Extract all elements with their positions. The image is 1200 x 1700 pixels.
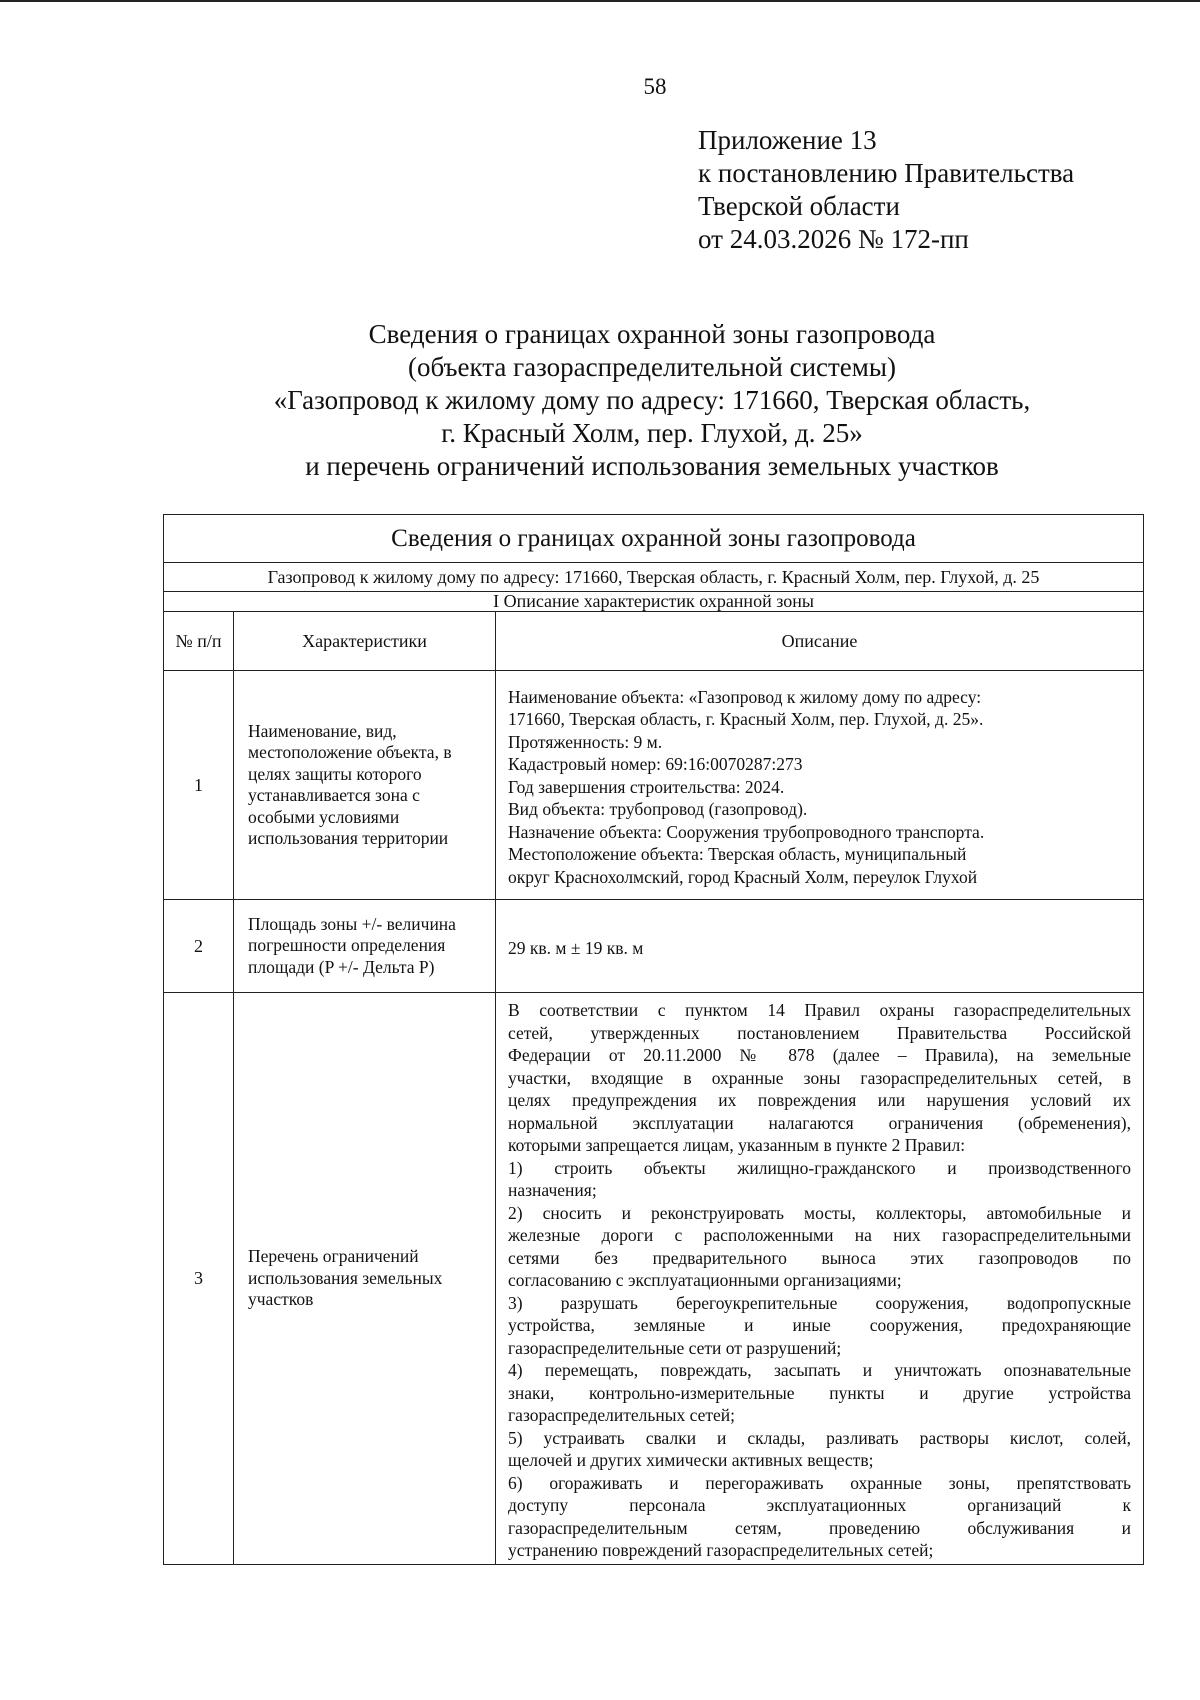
description-line: знаки, контрольно-измерительные пункты и другие устройства — [508, 1382, 1132, 1403]
description-line: согласованию с эксплуатационными организациями; — [508, 1270, 902, 1290]
column-header-number: № п/п — [164, 612, 234, 671]
description-line: целях предупреждения их повреждения или нарушения условий их — [508, 1090, 1132, 1110]
table-header-row — [164, 515, 1144, 563]
description-line: Наименование объекта: «Газопровод к жилому дому по адресу: — [508, 686, 982, 707]
description-line: 2) сносить и реконструировать мосты, коллекторы, автомобильные и — [508, 1202, 1132, 1223]
description-line: Вид объекта: трубопровод (газопровод). — [508, 799, 808, 820]
description-line: 6) огораживать и перегораживать охранные зоны, препятствовать — [508, 1472, 1132, 1493]
row-characteristic: Наименование, вид, местоположение объекта, в целях защиты которого устанавливается зона с особыми условиями использования территории — [234, 671, 496, 900]
description-line: Кадастровый номер: 69:16:0070287:273 — [508, 754, 803, 775]
table-object-header: Газопровод к жилому дому по адресу: 171660, Тверская область, г. Красный Холм, пер. Глухой, д. 25 — [164, 563, 1144, 592]
row-description — [496, 671, 1144, 900]
appendix-block — [698, 124, 1074, 256]
description-line: доступу персонала эксплуатационных организаций к — [508, 1495, 1132, 1515]
description-line: сетями без предварительного выноса этих газопроводов по — [508, 1247, 1132, 1268]
description-line: 171660, Тверская область, г. Красный Холм, пер. Глухой, д. 25». — [508, 709, 984, 730]
description-line: В соответствии с пунктом 14 Правил охраны газораспределительных — [508, 1000, 1132, 1020]
description-line: 4) перемещать, повреждать, засыпать и уничтожать опознавательные — [508, 1360, 1132, 1380]
description-line: назначения; — [508, 1180, 597, 1200]
zone-info-table — [163, 514, 1144, 1565]
table-main-header: Сведения о границах охранной зоны газопровода — [164, 515, 1144, 563]
description-line: Протяженность: 9 м. — [508, 731, 663, 752]
title-line: «Газопровод к жилому дому по адресу: 171660, Тверская область, — [273, 385, 1031, 415]
description-line: 3) разрушать берегоукрепительные сооружения, водопропускные — [508, 1292, 1132, 1313]
description-line: Назначение объекта: Сооружения трубопроводного транспорта. — [508, 821, 985, 842]
description-line: устройства, земляные и иные сооружения, предохраняющие — [508, 1315, 1132, 1335]
description-line: Федерации от 20.11.2000 № 878 (далее – Правила), на земельные — [508, 1045, 1132, 1065]
table-row — [164, 993, 1144, 1565]
table-header-row — [164, 592, 1144, 612]
page-top-border — [0, 0, 1200, 2]
table-row — [164, 900, 1144, 993]
row-number: 1 — [164, 671, 234, 900]
title-line: (объекта газораспределительной системы) — [407, 352, 897, 382]
column-header-description: Описание — [496, 612, 1144, 671]
appendix-line: от 24.03.2026 № 172-пп — [698, 224, 969, 254]
description-line: устранению повреждений газораспределительных сетей; — [508, 1540, 934, 1560]
table-row — [164, 671, 1144, 900]
table-header-row — [164, 563, 1144, 592]
row-characteristic: Перечень ограничений использования земельных участков — [234, 993, 496, 1565]
appendix-line: Тверской области — [698, 191, 900, 221]
column-header-characteristics: Характеристики — [234, 612, 496, 671]
description-line: сетей, утвержденных постановлением Правительства Российской — [508, 1022, 1132, 1043]
description-line: щелочей и других химически активных веществ; — [508, 1450, 874, 1470]
title-line: и перечень ограничений использования земельных участков — [305, 451, 999, 481]
description-line: округ Краснохолмский, город Красный Холм, переулок Глухой — [508, 866, 978, 887]
description-line: Год завершения строительства: 2024. — [508, 776, 785, 797]
description-line: газораспределительных сетей; — [508, 1405, 735, 1425]
page-number: 58 — [643, 74, 667, 99]
title-line: г. Красный Холм, пер. Глухой, д. 25» — [441, 418, 863, 448]
description-line: газораспределительным сетям, проведению обслуживания и — [508, 1517, 1132, 1538]
document-title — [161, 318, 1143, 483]
description-line: железные дороги с расположенными на них газораспределительными — [508, 1225, 1132, 1245]
description-line: Местоположение объекта: Тверская область, муниципальный — [508, 844, 967, 865]
description-line: участки, входящие в охранные зоны газораспределительных сетей, в — [508, 1067, 1132, 1088]
title-line: Сведения о границах охранной зоны газопровода — [368, 319, 936, 349]
description-line: нормальной эксплуатации налагаются ограничения (обременения), — [508, 1112, 1132, 1133]
row-number: 2 — [164, 900, 234, 993]
section-title: I Описание характеристик охранной зоны — [164, 592, 1144, 612]
row-description: 29 кв. м ± 19 кв. м — [496, 900, 1144, 993]
column-header-row — [164, 612, 1144, 671]
row-description — [496, 993, 1144, 1565]
description-line: 1) строить объекты жилищно-гражданского и производственного — [508, 1157, 1132, 1178]
appendix-line: Приложение 13 — [698, 125, 877, 155]
description-line: газораспределительные сети от разрушений; — [508, 1337, 842, 1358]
description-line: которыми запрещается лицам, указанным в пункте 2 Правил: — [508, 1135, 966, 1155]
appendix-line: к постановлению Правительства — [698, 158, 1075, 188]
description-line: 5) устраивать свалки и склады, разливать растворы кислот, солей, — [508, 1427, 1132, 1448]
row-characteristic: Площадь зоны +/- величина погрешности определения площади (P +/- Дельта P) — [234, 900, 496, 993]
row-number: 3 — [164, 993, 234, 1565]
